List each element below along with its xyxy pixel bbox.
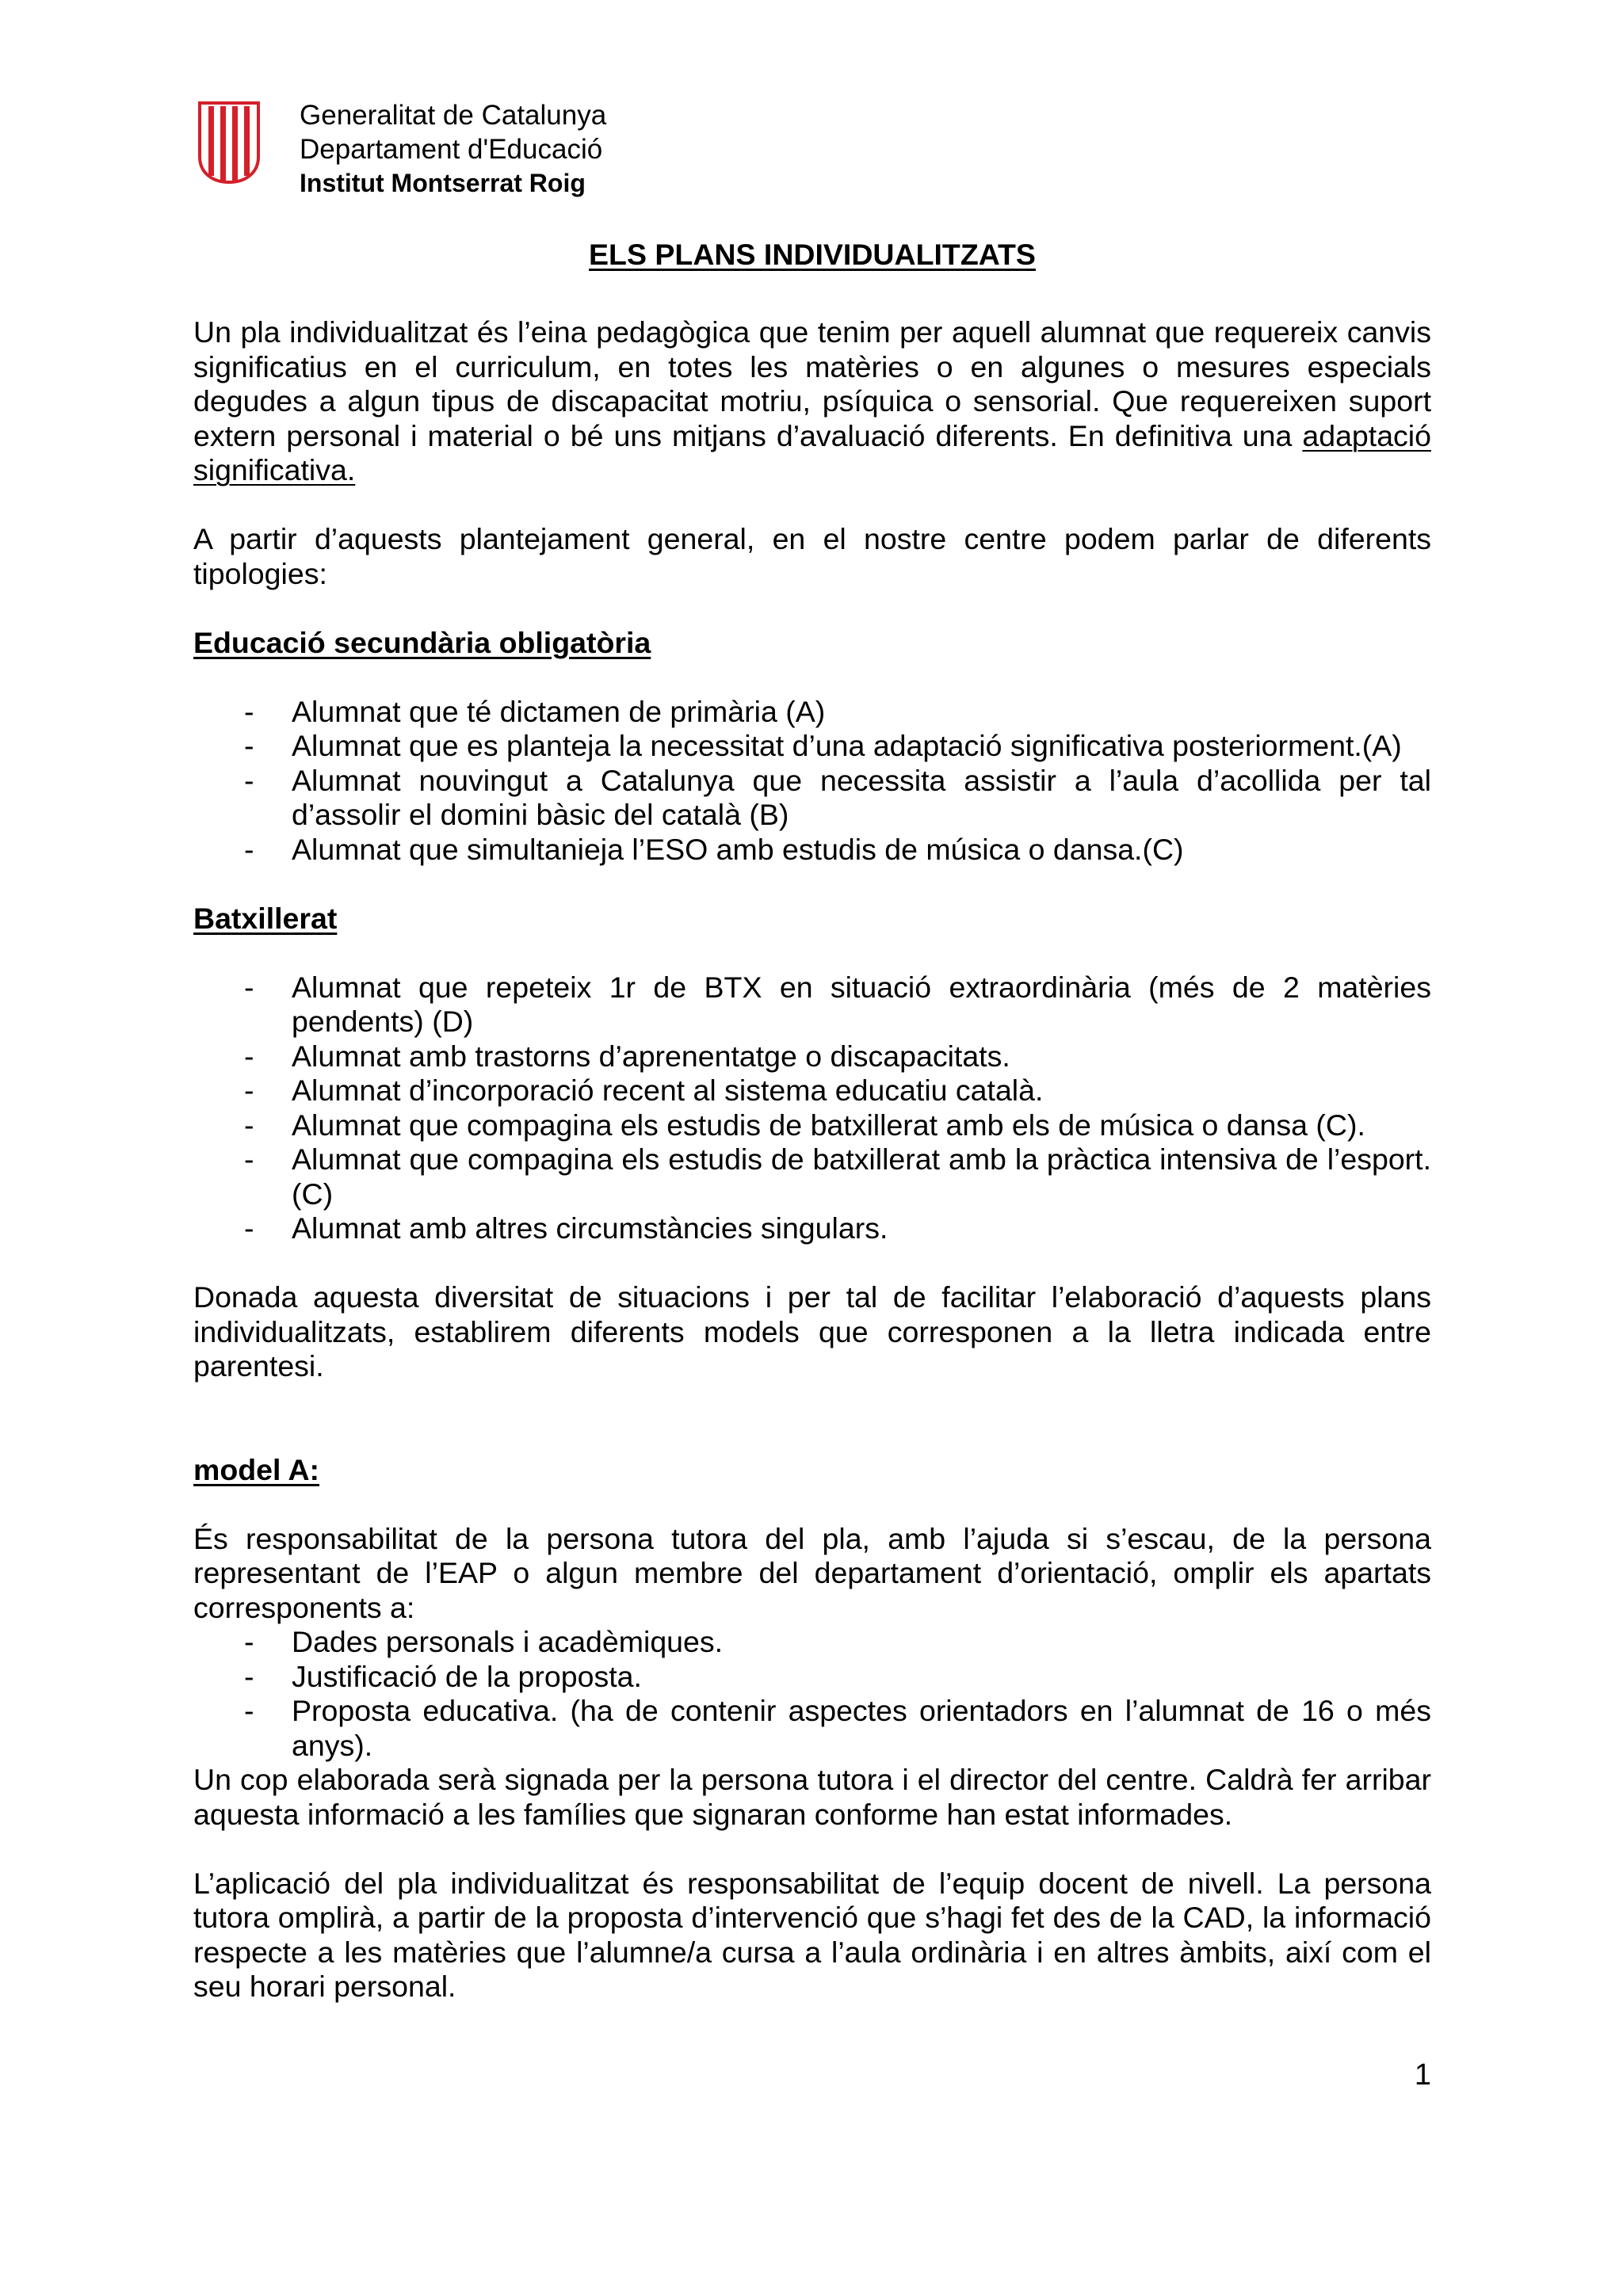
list-item: - Alumnat amb trastorns d’aprenentatge o discapacitats. xyxy=(244,1039,1010,1073)
list-item: - Justificació de la proposta. xyxy=(244,1659,642,1693)
intro-paragraph xyxy=(193,315,1431,488)
department-name: Departament d'Educació xyxy=(300,134,603,165)
model-a-application-paragraph: L’aplicació del pla individualitzat és responsabilitat de l’equip docent de nivell. La persona tutora omplirà, a partir de la proposta d’intervenció que s’hagi fet des de la CAD, la informació respecte a les matèries que l’alumne/a cursa a l’aula ordinària i en altres àmbits, així com el seu horari personal. xyxy=(193,1866,1431,2003)
batxillerat-list xyxy=(193,971,1431,1246)
document-body xyxy=(193,231,1431,2004)
letterhead xyxy=(197,98,606,200)
model-a-heading: model A: xyxy=(193,1452,320,1486)
models-paragraph: Donada aquesta diversitat de situacions i per tal de facilitar l’elaboració d’aquests plans individualitzats, establirem diferents models que corresponen a la lletra indicada entre parentesi. xyxy=(193,1280,1431,1383)
letterhead-text xyxy=(300,98,606,200)
eso-list xyxy=(193,695,1431,868)
government-name: Generalitat de Catalunya xyxy=(300,100,607,131)
institute-name: Institut Montserrat Roig xyxy=(300,169,586,197)
list-item: - Dades personals i acadèmiques. xyxy=(244,1625,724,1658)
generalitat-stripes-logo-icon xyxy=(197,100,262,185)
list-item: - Alumnat que compagina els estudis de batxillerat amb la pràctica intensiva de l’esport. (C) xyxy=(244,1142,1431,1211)
list-item: - Alumnat nouvingut a Catalunya que necessita assistir a l’aula d’acollida per tal d’assolir el domini bàsic del català (B) xyxy=(244,763,1431,831)
list-item: - Proposta educativa. (ha de contenir aspectes orientadors en l’alumnat de 16 o més anys). xyxy=(244,1694,1431,1762)
list-item: - Alumnat que compagina els estudis de batxillerat amb els de música o dansa (C). xyxy=(244,1108,1365,1142)
model-a-signature-paragraph: Un cop elaborada serà signada per la persona tutora i el director del centre. Caldrà fer arribar aquesta informació a les famílies que signaran conforme han estat informades. xyxy=(193,1763,1431,1831)
model-a-responsibility-paragraph: És responsabilitat de la persona tutora del pla, amb l’ajuda si s’escau, de la persona representant de l’EAP o algun membre del departament d’orientació, omplir els apartats corresponents a: xyxy=(193,1521,1431,1624)
list-item: - Alumnat que simultanieja l’ESO amb estudis de música o dansa.(C) xyxy=(244,832,1184,866)
list-item: - Alumnat que té dictamen de primària (A) xyxy=(244,694,826,728)
page-number: 1 xyxy=(1414,2058,1431,2092)
list-item: - Alumnat amb altres circumstàncies singulars. xyxy=(244,1211,888,1245)
list-item: - Alumnat que repeteix 1r de BTX en situació extraordinària (més de 2 matèries pendents) (D) xyxy=(244,970,1431,1038)
intro-text: Un pla individualitzat és l’eina pedagògica que tenim per aquell alumnat que requereix canvis significatius en el curriculum, en totes les matèries o en algunes o mesures especials degudes a algun tipus de discapacitat motriu, psíquica o sensorial. Que requereixen suport extern personal i material o bé uns mitjans d’avaluació diferents. En definitiva una xyxy=(193,315,1431,452)
list-item: - Alumnat que es planteja la necessitat d’una adaptació significativa posteriorment.(A) xyxy=(244,729,1402,762)
eso-heading: Educació secundària obligatòria xyxy=(193,625,651,659)
list-item: - Alumnat d’incorporació recent al sistema educatiu català. xyxy=(244,1074,1044,1107)
intro-underlined-text: adaptació significativa. xyxy=(193,418,1431,486)
page-title: ELS PLANS INDIVIDUALITZATS xyxy=(589,238,1036,271)
batxillerat-heading: Batxillerat xyxy=(193,901,338,935)
model-a-list xyxy=(193,1625,1431,1763)
typologies-paragraph: A partir d’aquests plantejament general, en el nostre centre podem parlar de diferents tipologies: xyxy=(193,522,1431,590)
